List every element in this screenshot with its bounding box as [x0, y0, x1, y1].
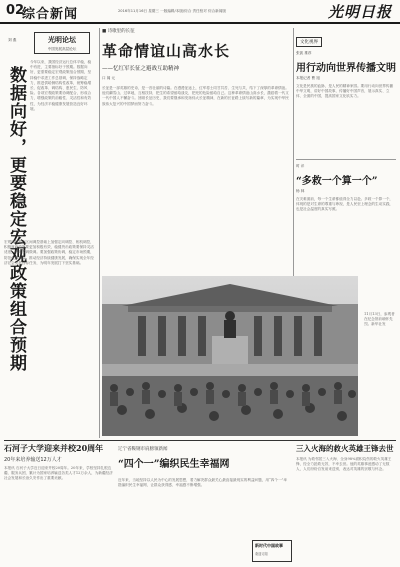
bottom-right-body-text: 本报讯 为救邻居三入火海、全身98%面积烧伤的救火英雄王锋，经全力抢救无效，不幸去世。他的英雄事迹感动了无数人，人们纷纷自发前来送别，表达对英雄的崇敬与怀念。: [296, 457, 392, 472]
ad-title: 新时代中国故事: [255, 543, 283, 548]
right-divider: [296, 159, 396, 160]
left-column: [4, 28, 96, 403]
advertisement-box: [252, 540, 292, 562]
left-headline: 数据向好，更要稳定宏观政策组合预期: [6, 66, 26, 372]
bottom-left-subtitle: 20年来培养输送12万人才: [4, 457, 62, 463]
bottom-mid-title: “四个一”编织民生幸福网: [118, 459, 230, 470]
middle-kicker: ■ 诗歌里的长征: [102, 28, 290, 34]
middle-title: 革命情谊山高水长: [102, 42, 231, 60]
right-body-text: 文化是民族的血脉，是人民的精神家园。要用行动向世界传播中华文明，讲好中国故事，传播好中国声音，展示真实、立体、全面的中国，提高国家文化软实力。: [296, 84, 394, 99]
forum-box: [34, 32, 90, 54]
bottom-left-body: [4, 466, 114, 562]
middle-author: 口 闻 元: [102, 76, 116, 80]
section-title: 综合新闻: [22, 7, 79, 22]
opinion-label: 时 评: [296, 164, 305, 168]
bottom-right-article: [296, 443, 396, 565]
right-title: 用行动向世界传播文明: [296, 63, 396, 74]
bottom-right-body: [296, 457, 396, 561]
bottom-right-title: 三入火海的救火英雄王锋去世: [296, 444, 394, 453]
opinion-body-text: 在灾难面前，每一个生命都值得全力以赴。多救一个算一个，体现的是对生命的尊重与珍视，是人民至上理念的生动实践，也是社会温度的真实写照。: [296, 197, 394, 212]
right-tag: 文化视界: [296, 37, 322, 47]
middle-article: [102, 28, 290, 275]
left-body-text-a: 今年以来，我国经济运行总体平稳，稳中有进，主要指标好于预期。数据向好，更需要稳定宏观政策组合预期，坚持稳中求进工作总基调，保持战略定力，推进供给侧结构性改革，统筹稳增长、促改革、调结构、惠民生、防风险。各项宏观政策要协调配合，形成合力，增强政策的前瞻性、灵活性和有效性，为经济平稳健康发展营造良好环境。: [30, 60, 92, 111]
middle-body: [102, 86, 290, 274]
right-author: 本报记者 曹 旭: [296, 76, 320, 80]
forum-title: 光明论坛: [48, 36, 76, 44]
bottom-left-title: 石河子大学迎来并校20周年: [4, 443, 104, 453]
opinion-body: [296, 197, 396, 259]
masthead: [0, 0, 400, 24]
photo-caption: 11月13日，参观者在纪念馆前缅怀先烈。新华社发: [364, 312, 395, 327]
page-number: 02: [6, 3, 25, 18]
news-photo: [102, 276, 358, 436]
newspaper-logo: 光明日报: [327, 3, 392, 21]
right-column: [296, 28, 396, 275]
opinion-title: “多救一个算一个”: [296, 176, 378, 187]
ad-text: 欢迎订阅: [255, 552, 268, 556]
left-author: 刘 燕: [8, 38, 17, 42]
bottom-divider: [4, 440, 396, 441]
middle-subtitle: ——忆红军长征之避战互助精神: [102, 66, 180, 72]
column-divider: [99, 28, 100, 438]
opinion-author: 杨 林: [296, 189, 305, 193]
left-body-text-b: 宏观调控要在区间调控基础上加强定向调控、相机调控，积极财政政策要更加积极有效，稳健货币政策要保持灵活适度，适时预调微调。要加强政策协调，稳定市场预期，防范化解风险，推动经济持续健康发展，确保实现全年经济社会发展目标任务，为明年发展打下坚实基础。: [4, 240, 94, 265]
column-divider: [293, 28, 294, 276]
bottom-mid-kicker: 辽宁省鞍钢市肩膀领新闻: [118, 447, 168, 452]
bottom-mid-body-text: 近年来，当地坚持以人民为中心的发展思想，着力解决群众最关心最直接最现实的利益问题，用“四个一”举措编织民生幸福网，让群众获得感、幸福感不断增强。: [118, 478, 287, 488]
right-label: 张凯 推荐: [296, 51, 312, 55]
middle-body-text: 长征是一部英雄的史诗，是一首壮丽的诗篇。在漫漫征途上，红军将士同甘共苦、生死与共，结下了深厚的革命情谊。他们翻雪山、过草地，互相扶持，把生的希望留给战友，把死的危险留给自己。这种革命情谊山高水长，激励着一代又一代中国人不懈奋斗。回顾长征历史，我们要继承和发扬伟大长征精神，在新的长征路上续写新的篇章，为实现中华民族伟大复兴的中国梦而努力奋斗。: [102, 86, 289, 106]
forum-subtitle: 中国发展高层论坛: [47, 47, 77, 51]
bottom-left-article: [4, 443, 114, 565]
date-line: 2016年11月16日 星期三 一版编辑/本版/综合 责任校对 综合新闻版: [118, 9, 226, 13]
bottom-left-body-text: 本报讯 石河子大学近日迎来并校20周年。20年来，学校坚持扎根边疆、服务兵团，累计为国家培养输送各类人才12万余人，为新疆经济社会发展和长治久安作出了重要贡献。: [4, 466, 113, 481]
right-body: [296, 84, 396, 154]
